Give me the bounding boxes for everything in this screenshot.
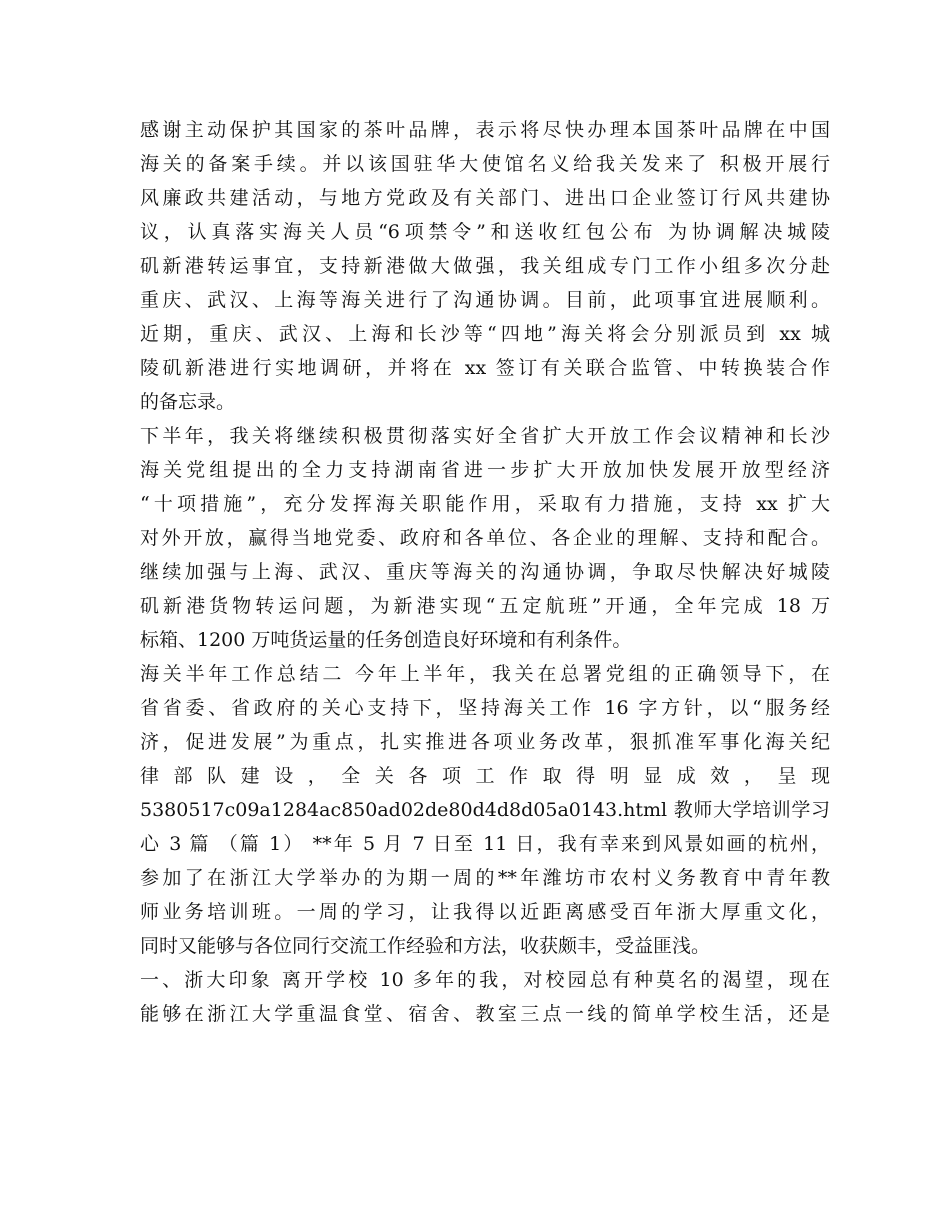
text-line: 对外开放，赢得当地党委、政府和各单位、各企业的理解、支持和配合。	[140, 527, 830, 549]
text-line: 济，促进发展”为重点，扎实推进各项业务改革，狠抓准军事化海关纪	[140, 731, 830, 753]
text-line: 同时又能够与各位同行交流工作经验和方法，收获颇丰，受益匪浅。	[140, 935, 711, 957]
text-line: 参加了在浙江大学举办的为期一周的**年潍坊市农村义务教育中青年教	[140, 867, 830, 889]
text-line: “十项措施”，充分发挥海关职能作用，采取有力措施，支持 xx 扩大	[140, 493, 830, 515]
text-line: 海关的备案手续。并以该国驻华大使馆名义给我关发来了 积极开展行	[140, 153, 830, 175]
text-line: 海关党组提出的全力支持湖南省进一步扩大开放加快发展开放型经济	[140, 459, 830, 481]
text-line: 议，认真落实海关人员“6项禁令”和送收红包公布 为协调解决城陵	[140, 221, 830, 243]
text-line: 矶新港货物转运问题，为新港实现“五定航班”开通，全年完成 18 万	[140, 595, 830, 617]
text-line: 矶新港转运事宜，支持新港做大做强，我关组成专门工作小组多次分赴	[140, 255, 830, 277]
text-line: 心 3 篇 （篇 1） **年 5 月 7 日至 11 日，我有幸来到风景如画的杭州，	[140, 833, 830, 855]
text-line: 律 部 队 建 设 ， 全 关 各 项 工 作 取 得 明 显 成 效 ， 呈 现	[140, 765, 830, 787]
text-line: 近期，重庆、武汉、上海和长沙等“四地”海关将会分别派员到 xx 城	[140, 323, 830, 345]
text-line: 能够在浙江大学重温食堂、宿舍、教室三点一线的简单学校生活，还是	[140, 1003, 830, 1025]
text-line: 5380517c09a1284ac850ad02de80d4d8d05a0143.html 教师大学培训学习	[140, 799, 830, 821]
text-line: 一、浙大印象 离开学校 10 多年的我，对校园总有种莫名的渴望，现在	[140, 969, 830, 991]
text-line: 陵矶新港进行实地调研，并将在 xx 签订有关联合监管、中转换装合作	[140, 357, 830, 379]
text-line: 下半年，我关将继续积极贯彻落实好全省扩大开放工作会议精神和长沙	[140, 425, 830, 447]
text-line: 继续加强与上海、武汉、重庆等海关的沟通协调，争取尽快解决好城陵	[140, 561, 830, 583]
text-line: 标箱、1200 万吨货运量的任务创造良好环境和有利条件。	[140, 629, 632, 651]
text-line: 感谢主动保护其国家的茶叶品牌，表示将尽快办理本国茶叶品牌在中国	[140, 119, 830, 141]
text-line: 风廉政共建活动，与地方党政及有关部门、进出口企业签订行风共建协	[140, 187, 830, 209]
text-line: 省省委、省政府的关心支持下，坚持海关工作 16 字方针，以“服务经	[140, 697, 830, 719]
text-line: 重庆、武汉、上海等海关进行了沟通协调。目前，此项事宜进展顺利。	[140, 289, 830, 311]
text-line: 海关半年工作总结二 今年上半年，我关在总署党组的正确领导下，在	[140, 663, 830, 685]
text-line: 的备忘录。	[140, 391, 236, 413]
document-body	[140, 113, 830, 1031]
text-line: 师业务培训班。一周的学习，让我得以近距离感受百年浙大厚重文化，	[140, 901, 830, 923]
